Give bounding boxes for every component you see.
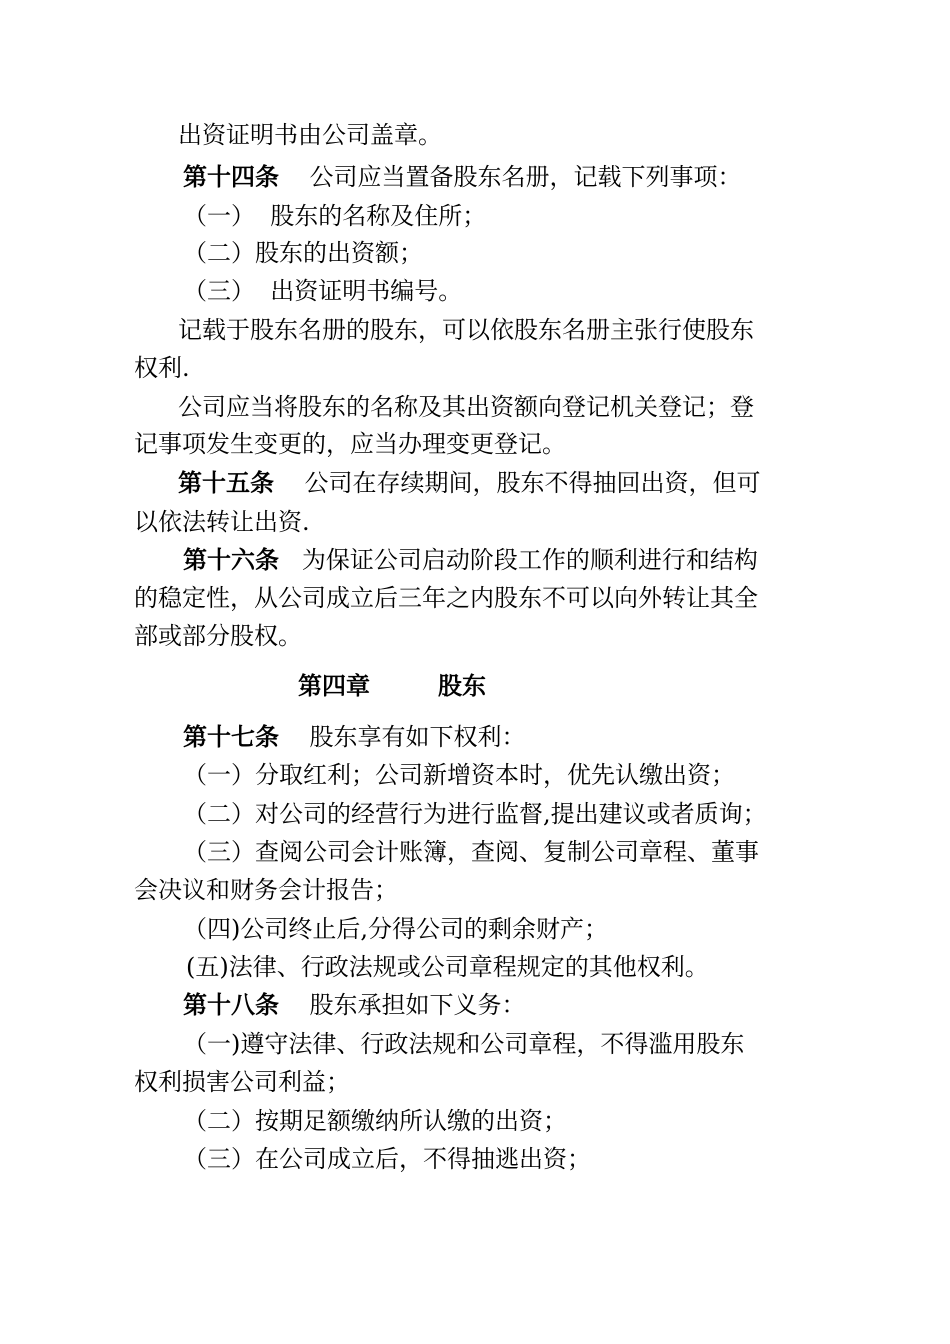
list-item [0,799,950,829]
line-text: （三）在公司成立后，不得抽逃出资； [183,1145,591,1173]
list-item [0,1106,950,1136]
line-text: （一）分取红利；公司新增资本时，优先认缴出资； [183,761,735,789]
line-text: 的稳定性，从公司成立后三年之内股东不可以向外转让其全 [134,584,758,612]
text-line [0,621,950,651]
list-item [0,1029,950,1059]
list-item [0,837,950,867]
chapter-title: 股东 [438,672,486,700]
line-text: (五)法律、行政法规或公司章程规定的其他权利。 [186,953,709,981]
line-text: 记事项发生变更的，应当办理变更登记。 [134,430,566,458]
list-item [0,760,950,790]
line-text: （三） 出资证明书编号。 [183,277,463,305]
list-item [0,201,950,231]
text-line [0,507,950,537]
line-text: （一)遵守法律、行政法规和公司章程，不得滥用股东 [183,1030,745,1058]
line-text: 公司在存续期间，股东不得抽回出资，但可 [304,469,761,497]
text-line [0,1067,950,1097]
article-16-line [0,545,950,575]
chapter-number: 第四章 [298,672,370,700]
line-text: （一） 股东的名称及住所； [183,202,487,230]
line-text: 以依法转让出资. [134,508,310,536]
article-label: 第十六条 [183,546,279,574]
line-text: 股东承担如下义务： [309,991,526,1019]
text-line [0,583,950,613]
line-text: 出资证明书由公司盖章。 [178,121,442,149]
line-text: 公司应当置备股东名册，记载下列事项： [309,163,742,191]
article-label: 第十八条 [183,991,279,1019]
line-text: 权利损害公司利益； [134,1068,350,1096]
article-label: 第十七条 [183,723,279,751]
text-line [0,429,950,459]
text-line [0,392,950,422]
article-17-line [0,722,950,752]
line-text: （四)公司终止后,分得公司的剩余财产； [183,915,608,943]
line-text: 股东享有如下权利： [309,723,526,751]
line-text: （二）按期足额缴纳所认缴的出资； [183,1107,567,1135]
article-14-line [0,162,950,192]
line-text: 记载于股东名册的股东，可以依股东名册主张行使股东 [178,316,754,344]
line-text: 权利. [134,354,190,382]
list-item [0,914,950,944]
article-label: 第十四条 [183,163,279,191]
list-item [0,276,950,306]
text-line [0,353,950,383]
line-text: 部或部分股权。 [134,622,302,650]
line-text: 为保证公司启动阶段工作的顺利进行和结构 [301,546,758,574]
article-15-line [0,468,950,498]
line-text: 公司应当将股东的名称及其出资额向登记机关登记；登 [178,393,754,421]
list-item [0,1144,950,1174]
text-line [0,875,950,905]
line-text: （二）股东的出资额； [183,239,423,267]
text-line [0,120,950,150]
text-line [0,315,950,345]
list-item [0,238,950,268]
line-text: （三）查阅公司会计账簿，查阅、复制公司章程、董事 [183,838,759,866]
list-item [0,952,950,982]
line-text: （二）对公司的经营行为进行监督,提出建议或者质询； [183,800,767,828]
line-text: 会决议和财务会计报告； [134,876,398,904]
article-label: 第十五条 [178,469,274,497]
article-18-line [0,990,950,1020]
